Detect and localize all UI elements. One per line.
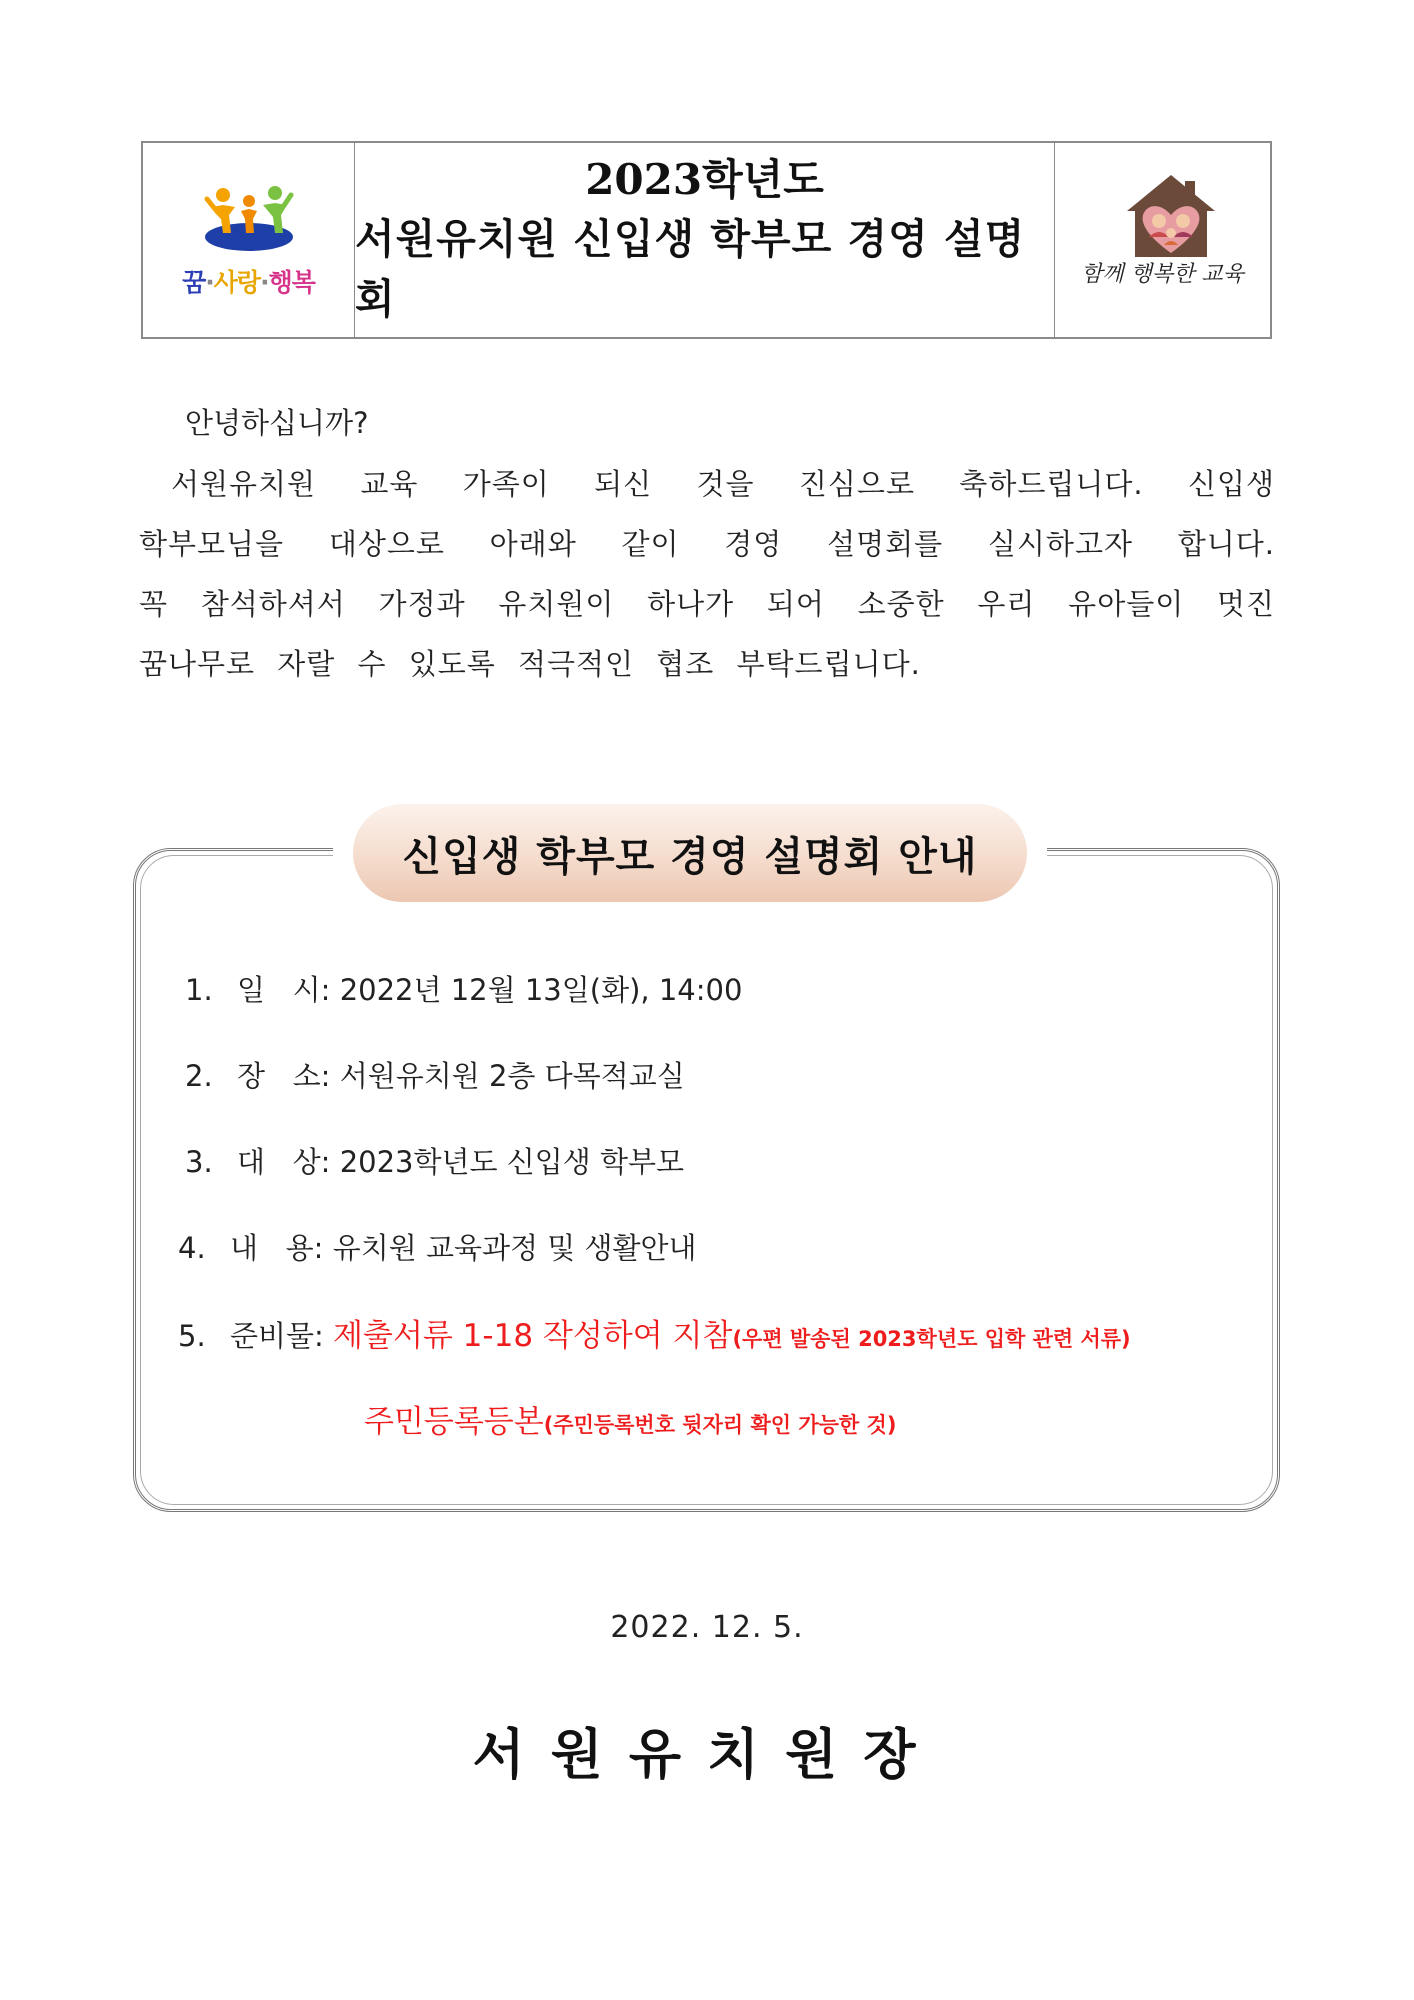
title-year: 2023학년도 xyxy=(585,155,824,204)
header-logo-left-cell xyxy=(143,143,355,337)
item-value: 유치원 교육과정 및 생활안내 xyxy=(332,1231,697,1265)
info-box-title: 신입생 학부모 경영 설명회 안내 xyxy=(402,833,978,880)
slogan-part-happiness: 행복 xyxy=(268,268,315,297)
intro-line: 꿈나무로 자랄 수 있도록 적극적인 협조 부탁드립니다. xyxy=(139,647,921,681)
family-figures-logo-icon xyxy=(203,185,295,253)
prep-main-text: 주민등록등본 xyxy=(364,1404,544,1440)
intro-line: 학부모님을 대상으로 아래와 같이 경영 설명회를 실시하고자 합니다. xyxy=(139,527,1275,561)
item-label: 준비물: xyxy=(230,1319,324,1353)
item-label: 일 시: xyxy=(237,973,331,1007)
item-number: 5. xyxy=(178,1319,206,1353)
slogan-dot: · xyxy=(205,268,214,297)
item-number: 4. xyxy=(178,1231,206,1265)
intro-paragraph xyxy=(139,454,1275,694)
prep-main-text: 제출서류 1-18 작성하여 지참 xyxy=(333,1318,733,1354)
item-label: 대 상: xyxy=(237,1145,331,1179)
logo-right-slogan: 함께 행복한 교육 xyxy=(1081,262,1244,287)
intro-line: 꼭 참석하셔서 가정과 유치원이 하나가 되어 소중한 우리 유아들이 멋진 xyxy=(139,587,1275,621)
signature: 서원유치원장 xyxy=(472,1722,942,1786)
info-item-content xyxy=(178,1226,697,1267)
header-title-cell xyxy=(355,143,1055,337)
page-title: 서원유치원 신입생 학부모 경영 설명회 xyxy=(355,215,1026,323)
prep-note: (우편 발송된 2023학년도 입학 관련 서류) xyxy=(732,1327,1131,1351)
item-value: 2022년 12월 13일(화), 14:00 xyxy=(339,973,743,1007)
info-item-target xyxy=(185,1140,684,1181)
prep-note: (주민등록번호 뒷자리 확인 가능한 것) xyxy=(543,1413,897,1437)
info-box-title-pill xyxy=(353,804,1027,902)
header-logo-right-cell xyxy=(1055,143,1270,337)
slogan-part-dream: 꿈 xyxy=(182,268,206,297)
greeting: 안녕하십니까? xyxy=(185,406,369,440)
item-number: 2. xyxy=(185,1059,213,1093)
intro-section xyxy=(139,394,1275,694)
info-item-prep xyxy=(178,1310,1131,1355)
item-number: 1. xyxy=(185,973,213,1007)
item-label: 내 용: xyxy=(230,1231,324,1265)
header-table xyxy=(141,141,1272,339)
logo-left-slogan xyxy=(143,263,354,299)
item-value: 2023학년도 신입생 학부모 xyxy=(339,1145,685,1179)
info-item-prep-line2 xyxy=(364,1396,896,1441)
item-value: 서원유치원 2층 다목적교실 xyxy=(339,1059,685,1093)
intro-line: 서원유치원 교육 가족이 되신 것을 진심으로 축하드립니다. 신입생 xyxy=(171,467,1275,501)
house-heart-family-logo-icon xyxy=(1123,171,1219,261)
item-number: 3. xyxy=(185,1145,213,1179)
info-item-date xyxy=(185,968,742,1009)
info-item-place xyxy=(185,1054,685,1095)
item-label: 장 소: xyxy=(237,1059,331,1093)
slogan-part-love: 사랑 xyxy=(213,268,261,297)
slogan-dot: · xyxy=(260,268,269,297)
issue-date: 2022. 12. 5. xyxy=(610,1610,804,1645)
